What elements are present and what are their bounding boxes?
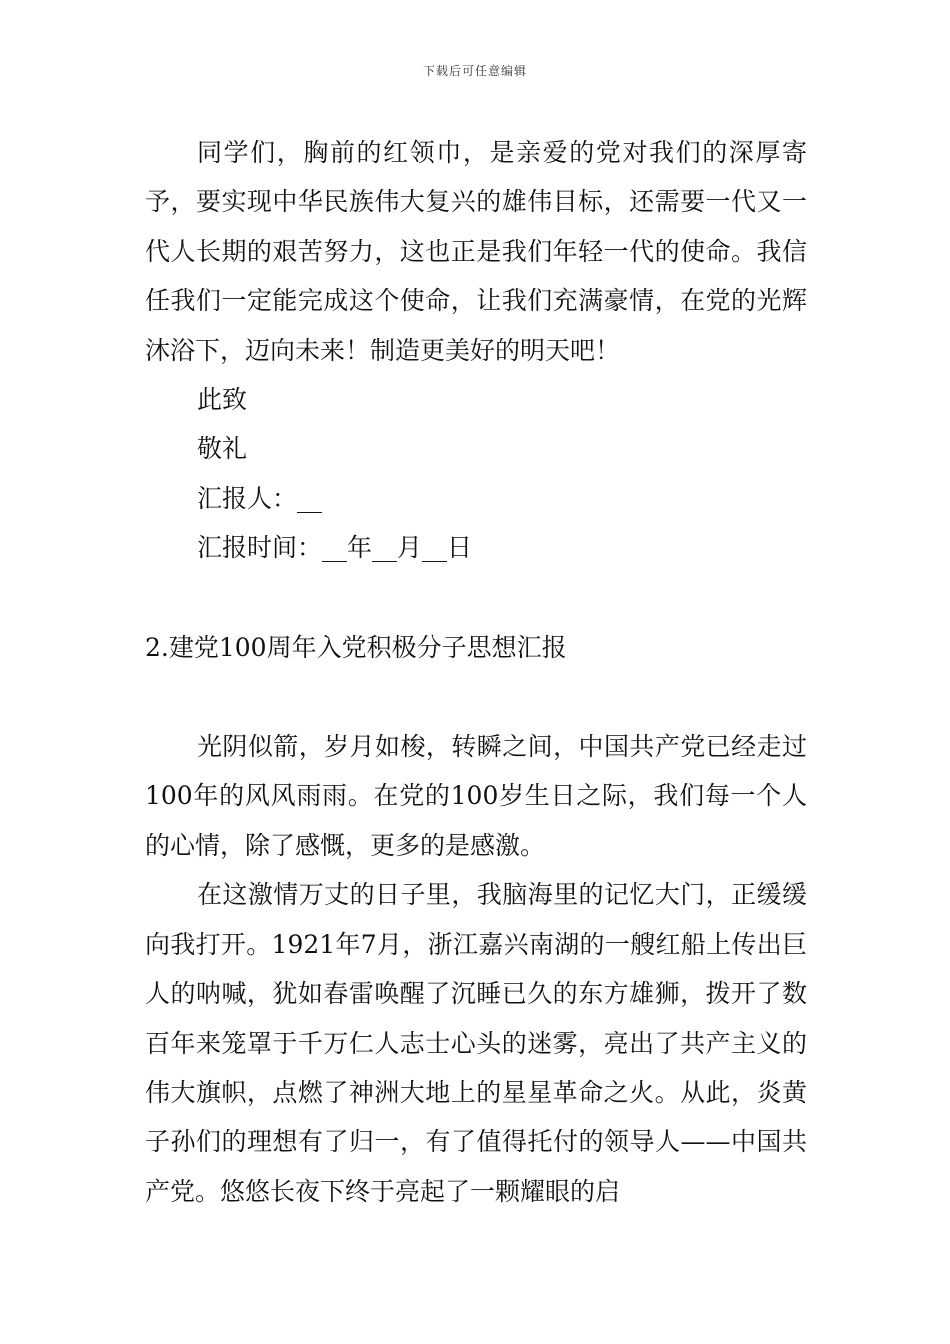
section-paragraph-2: 在这激情万丈的日子里，我脑海里的记忆大门，正缓缓向我打开。1921年7月，浙江嘉兴南湖的一艘红船上传出巨人的呐喊，犹如春雷唤醒了沉睡已久的东方雄狮，拨开了数百年来笼罩于千万仁人志士心头的迷雾，亮出了共产主义的伟大旗帜，点燃了神洲大地上的星星革命之火。从此，炎黄子孙们的理想有了归一，有了值得托付的领导人——中国共产党。悠悠长夜下终于亮起了一颗耀眼的启: [145, 880, 807, 1206]
document-body: [145, 128, 807, 1216]
section-title: 2.建党100周年入党积极分子思想汇报: [145, 632, 567, 662]
report-date-field: 汇报时间：__年__月__日: [197, 533, 473, 563]
closing-salutation: 此致: [197, 385, 248, 415]
page-header-note: 下载后可任意编辑: [422, 64, 527, 78]
closing-regards: 敬礼: [197, 434, 248, 464]
reporter-field: 汇报人：__: [197, 483, 323, 513]
letter-paragraph: 同学们，胸前的红领巾，是亲爱的党对我们的深厚寄予，要实现中华民族伟大复兴的雄伟目标，还需要一代又一代人长期的艰苦努力，这也正是我们年轻一代的使命。我信任我们一定能完成这个使命，让我们充满豪情，在党的光辉沐浴下，迈向未来！制造更美好的明天吧！: [145, 138, 807, 365]
section-paragraph-1: 光阴似箭，岁月如梭，转瞬之间，中国共产党已经走过100年的风风雨雨。在党的100岁生日之际，我们每一个人的心情，除了感慨，更多的是感激。: [145, 732, 807, 860]
